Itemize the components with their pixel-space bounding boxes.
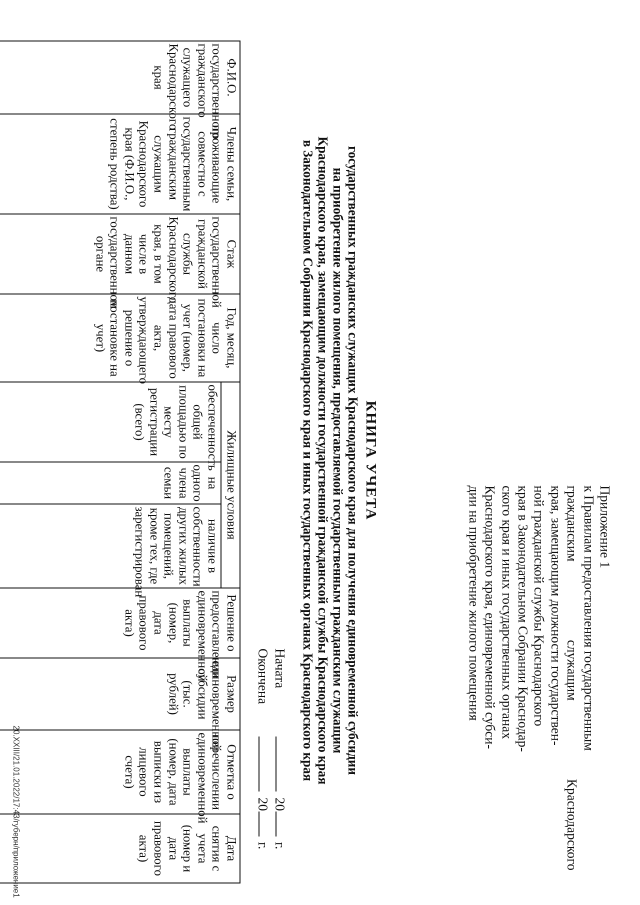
appendix-line [563, 485, 579, 870]
appendix-line: края в Законодательном Собрании Краснодар- [514, 485, 530, 752]
document-subtitle [300, 40, 360, 880]
end-label: Окончена [255, 648, 270, 704]
appendix-line: Приложение 1 [597, 485, 612, 568]
appendix-line: Краснодарского края, единовременной субси- [482, 485, 498, 749]
appendix-line: к Правилам предоставления государственным [580, 485, 596, 751]
header-transfer-mark: Отметка о перечислении единовременной выплаты (номер, дата выписки из лицевого счета) [0, 730, 240, 814]
appendix-line: края, замещающим должности государствен- [547, 485, 563, 745]
document-title: КНИГА УЧЕТА [362, 400, 378, 520]
header-other-property: наличие в собственности других жилых помещений, кроме тех, где зарегистрирован [0, 504, 221, 588]
document-footer: 20.XXIII/21.01.2022/17:43/губерн/приложение1 [11, 725, 20, 898]
start-year-blank [275, 811, 288, 836]
subtitle-line: на приобретение жилого помещения, предоставляемой государственным гражданским служащим [330, 167, 345, 753]
header-per-member: на одного члена семьи [0, 462, 221, 504]
header-area-provision: обеспеченность общей площадью по месту регистрации (всего) [0, 382, 221, 462]
start-date-blank [275, 736, 288, 791]
end-date-blank [258, 736, 271, 791]
registry-table [0, 40, 240, 883]
appendix-line: дии на приобретение жилого помещения [465, 485, 481, 721]
header-fio: Ф.И.О. государственного гражданского служащего Краснодарского края [0, 41, 240, 114]
header-family-members: Члены семьи, проживающие совместно с государственным гражданским служащим Краснодарского края (Ф.И.О., степень родства) [0, 114, 240, 214]
start-year-suffix: г. [272, 841, 287, 849]
appendix-heading [464, 485, 612, 870]
end-year-suffix: г. [255, 841, 270, 849]
appendix-word: гражданским [564, 485, 580, 562]
end-year-blank [258, 811, 271, 836]
subtitle-line: в Законодательном Собрании Краснодарского края и иных государственных органах Краснодарского края [300, 139, 315, 781]
subtitle-line: государственных гражданских служащих Краснодарского края для получения единовременной субсидии [345, 145, 360, 775]
end-date-row [254, 648, 271, 873]
appendix-word: служащим [564, 639, 580, 701]
end-year: 20 [255, 797, 270, 811]
header-decision: Решение о предоставлении единовременной выплаты (номер, дата правового акта) [0, 588, 240, 658]
header-removal-date: Дата снятия с учета (номер и дата правового акта) [0, 814, 240, 883]
appendix-line: ского края и иных государственных органах [498, 485, 514, 739]
start-date-row [271, 648, 288, 873]
appendix-line: ной гражданской службы Краснодарского [531, 485, 547, 726]
header-registration-date: Год, месяц, число постановки на учет (номер, дата правового акта, утверждающего решение о постановке на учет) [0, 294, 240, 382]
header-housing-conditions: Жилищные условия [221, 382, 240, 588]
header-service-length: Стаж государственной гражданской службы Краснодарского края, в том числе в данном государственном органе [0, 214, 240, 294]
appendix-word: Краснодарского [564, 778, 580, 870]
start-year: 20 [272, 797, 287, 811]
subtitle-line: Краснодарского края, замещающим должности государственной гражданской службы Краснодарского края [315, 136, 330, 784]
start-label: Начата [272, 648, 287, 688]
header-subsidy-amount: Размер единовременной субсидии (тыс. рублей) [0, 658, 240, 730]
book-dates [254, 648, 288, 873]
